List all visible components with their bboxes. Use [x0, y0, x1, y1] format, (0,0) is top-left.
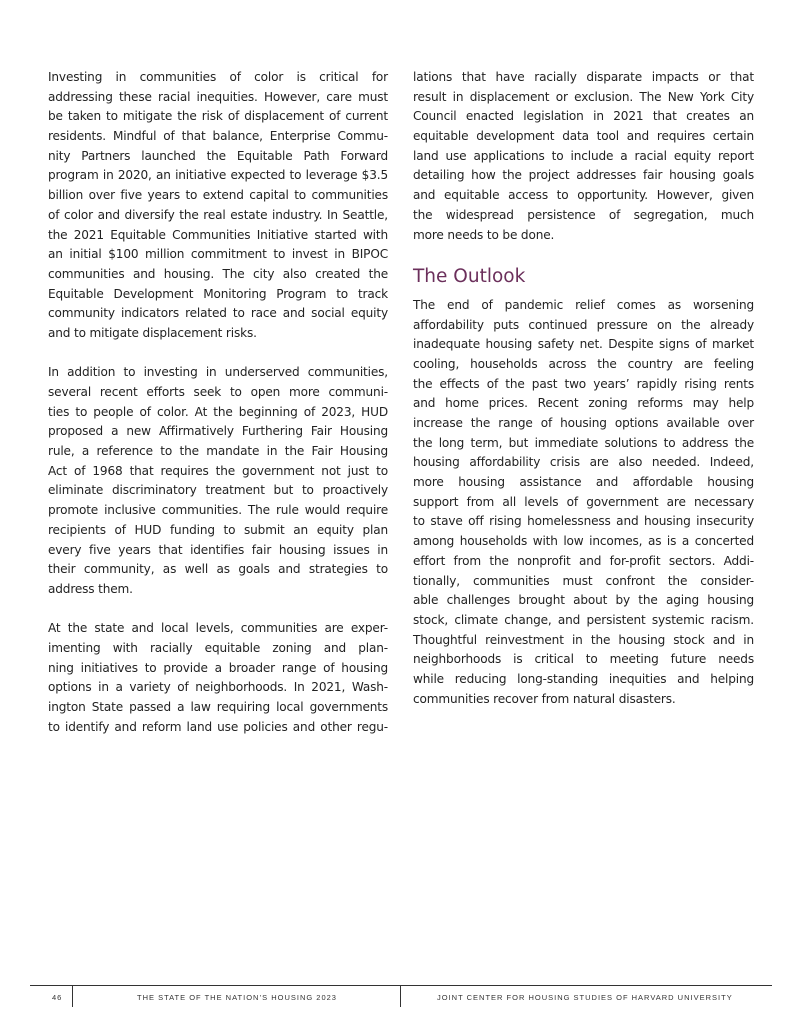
paragraph [48, 619, 388, 737]
text-line: land use applications to include a racial equity report [413, 148, 754, 163]
footer-divider [72, 985, 73, 1007]
text-line: ties to people of color. At the beginning of 2023, HUD [48, 404, 388, 419]
text-line: the 2021 Equitable Communities Initiative started with [48, 227, 388, 242]
text-line: and to mitigate displacement risks. [48, 325, 257, 340]
text-line: The end of pandemic relief comes as worsening [413, 297, 754, 312]
paragraph [48, 363, 388, 599]
paragraph [48, 68, 388, 344]
footer-divider [400, 985, 401, 1007]
text-line: support from all levels of government are necessary [413, 494, 754, 509]
text-line: At the state and local levels, communities are exper- [48, 621, 388, 636]
text-line: result in displacement or exclusion. The New York City [413, 89, 754, 104]
text-line: able challenges brought about by the aging housing [413, 593, 754, 608]
text-line: eliminate discriminatory treatment but to proactively [48, 483, 388, 498]
text-line: an initial $100 million commitment to invest in BIPOC [48, 247, 388, 262]
footer-rule [30, 985, 772, 986]
text-line: residents. Mindful of that balance, Enterprise Commu- [48, 129, 388, 144]
text-line: Act of 1968 that requires the government not just to [48, 463, 388, 478]
text-line: of color and diversify the real estate industry. In Seattle, [48, 207, 388, 222]
text-line: In addition to investing in underserved communities, [48, 365, 388, 380]
text-line: among households with low incomes, as is a concerted [413, 534, 754, 549]
text-line: their community, as well as goals and strategies to [48, 562, 388, 577]
text-line: several recent efforts seek to open more communi- [48, 385, 388, 399]
continuation-paragraph [413, 68, 754, 245]
text-line: lations that have racially disparate impacts or that [413, 70, 754, 84]
text-line: address them. [48, 581, 133, 596]
text-line: Investing in communities of color is critical for [48, 70, 388, 84]
text-line: inadequate housing safety net. Despite signs of market [413, 337, 754, 352]
text-line: proposed a new Affirmatively Furthering Fair Housing [48, 424, 388, 439]
text-line: options in a variety of neighborhoods. In 2021, Wash- [48, 680, 388, 695]
text-line: the long term, but immediate solutions to address the [413, 435, 754, 450]
text-line: every five years that identifies fair housing issues in [48, 542, 388, 557]
text-line: more needs to be done. [413, 227, 555, 242]
text-line: promote inclusive communities. The rule would require [48, 503, 388, 518]
text-line: to stave off rising homelessness and housing insecurity [413, 514, 754, 529]
text-line: Thoughtful reinvestment in the housing stock and in [413, 632, 754, 647]
text-line: communities recover from natural disasters. [413, 691, 676, 706]
text-line: cooling, households across the country are feeling [413, 356, 754, 371]
text-line: Equitable Development Monitoring Program to track [48, 286, 388, 301]
text-line: billion over five years to extend capital to communities [48, 188, 388, 203]
text-line: community indicators related to race and social equity [48, 306, 388, 321]
text-line: rule, a reference to the mandate in the Fair Housing [48, 444, 388, 459]
text-line: effort from the nonprofit and for-profit sectors. Addi- [413, 553, 754, 568]
text-line: neighborhoods is critical to meeting future needs [413, 652, 754, 667]
text-line: program in 2020, an initiative expected to leverage $3.5 [48, 168, 388, 183]
text-line: while reducing long-standing inequities and helping [413, 671, 754, 686]
text-line: the effects of the past two years’ rapidly rising rents [413, 376, 754, 391]
text-line: be taken to mitigate the risk of displacement of current [48, 109, 388, 124]
text-line: stock, climate change, and persistent systemic racism. [413, 612, 754, 627]
text-line: ington State passed a law requiring local governments [48, 700, 388, 714]
text-line: imenting with racially equitable zoning and plan- [48, 640, 388, 655]
left-column [48, 68, 388, 757]
text-line: ning initiatives to provide a broader range of housing [48, 660, 388, 675]
text-line: addressing these racial inequities. However, care must [48, 89, 388, 104]
text-line: equitable development data tool and requires certain [413, 129, 754, 144]
text-line: and home prices. Recent zoning reforms may help [413, 396, 754, 411]
text-line: increase the range of housing options available over [413, 416, 754, 430]
text-line: Council enacted legislation in 2021 that creates an [413, 109, 754, 124]
text-line: the widespread persistence of segregation, much [413, 207, 754, 222]
text-line: more housing assistance and affordable housing [413, 475, 754, 490]
text-line: communities and housing. The city also created the [48, 266, 388, 281]
report-title: THE STATE OF THE NATION’S HOUSING 2023 [137, 993, 337, 1002]
text-line: tionally, communities must confront the consider- [413, 573, 754, 588]
text-line: detailing how the project addresses fair housing goals [413, 168, 754, 183]
text-line: recipients of HUD funding to submit an equity plan [48, 522, 388, 537]
page-number: 46 [52, 993, 63, 1002]
text-line: nity Partners launched the Equitable Path Forward [48, 148, 388, 163]
organization-name: JOINT CENTER FOR HOUSING STUDIES OF HARVARD UNIVERSITY [437, 993, 733, 1002]
section-heading: The Outlook [413, 265, 526, 287]
text-line: and equitable access to opportunity. However, given [413, 188, 754, 203]
text-line: affordability puts continued pressure on the already [413, 317, 754, 332]
right-column [413, 68, 754, 709]
text-line: to identify and reform land use policies and other regu- [48, 719, 388, 734]
outlook-paragraph [413, 296, 754, 709]
text-line: housing affordability crisis are also needed. Indeed, [413, 455, 754, 470]
